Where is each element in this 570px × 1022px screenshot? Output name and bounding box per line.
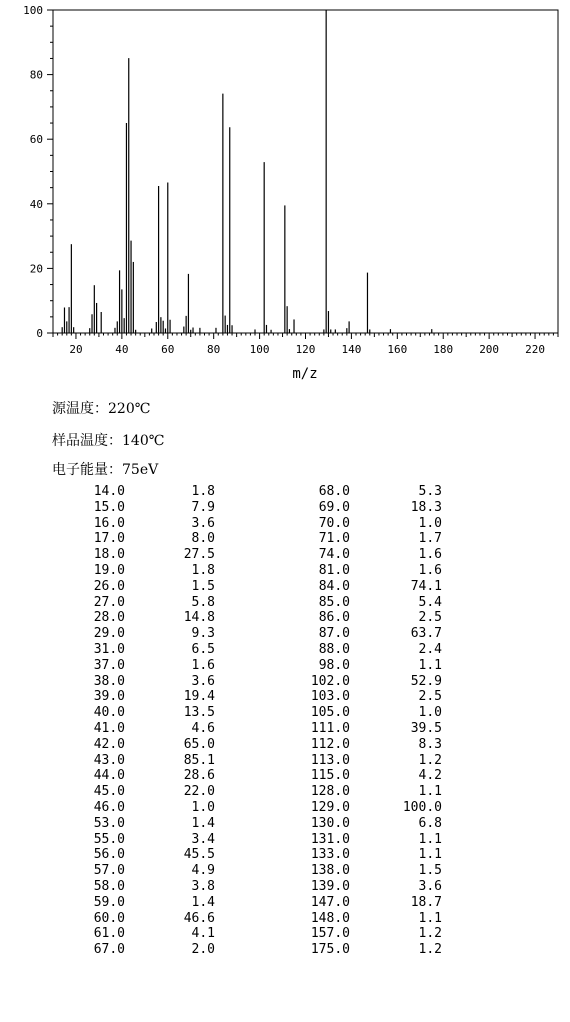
intensity-cell: 1.2 — [418, 752, 442, 768]
x-tick-label: 140 — [341, 343, 362, 356]
mz-cell: 87.0 — [318, 626, 350, 642]
mz-cell: 157.0 — [310, 926, 350, 942]
table-row — [0, 879, 570, 895]
intensity-cell: 7.9 — [191, 499, 215, 515]
intensity-cell: 5.4 — [418, 594, 442, 610]
table-row — [0, 705, 570, 721]
mz-cell: 115.0 — [310, 768, 350, 784]
intensity-cell: 28.6 — [183, 768, 215, 784]
intensity-cell: 1.8 — [191, 562, 215, 578]
intensity-cell: 5.8 — [191, 594, 215, 610]
electron-energy: 电子能量：75eV — [52, 462, 159, 478]
sample-temperature: 样品温度：140℃ — [52, 433, 165, 449]
source-temperature: 源温度：220℃ — [52, 401, 151, 417]
intensity-cell: 2.0 — [191, 942, 215, 958]
y-tick-label: 20 — [29, 262, 43, 276]
intensity-cell: 46.6 — [183, 910, 215, 926]
mz-cell: 31.0 — [93, 641, 125, 657]
mz-cell: 68.0 — [318, 484, 350, 499]
mz-cell: 59.0 — [93, 894, 125, 910]
mz-cell: 40.0 — [93, 705, 125, 721]
table-row — [0, 516, 570, 532]
intensity-cell: 1.1 — [418, 847, 442, 863]
mz-cell: 70.0 — [318, 515, 350, 531]
x-tick-label: 160 — [387, 343, 408, 356]
mz-cell: 57.0 — [93, 863, 125, 879]
mz-cell: 84.0 — [318, 578, 350, 594]
table-row — [0, 642, 570, 658]
mz-cell: 98.0 — [318, 657, 350, 673]
intensity-cell: 45.5 — [183, 847, 215, 863]
table-row — [0, 784, 570, 800]
table-row — [0, 832, 570, 848]
mz-cell: 85.0 — [318, 594, 350, 610]
table-row — [0, 942, 570, 958]
intensity-cell: 65.0 — [183, 736, 215, 752]
peak-series — [62, 10, 432, 333]
y-tick-label: 0 — [36, 327, 43, 340]
intensity-cell: 1.0 — [418, 705, 442, 721]
intensity-cell: 4.1 — [191, 926, 215, 942]
mz-cell: 29.0 — [93, 626, 125, 642]
mz-cell: 58.0 — [93, 878, 125, 894]
table-row — [0, 768, 570, 784]
intensity-cell: 2.5 — [418, 610, 442, 626]
mz-cell: 129.0 — [310, 799, 350, 815]
table-row — [0, 547, 570, 563]
table-row — [0, 847, 570, 863]
table-row — [0, 926, 570, 942]
intensity-cell: 3.6 — [191, 515, 215, 531]
x-axis — [53, 333, 558, 356]
intensity-cell: 2.4 — [418, 641, 442, 657]
mz-cell: 43.0 — [93, 752, 125, 768]
y-tick-label: 80 — [29, 68, 43, 82]
table-row — [0, 737, 570, 753]
table-row — [0, 816, 570, 832]
mz-cell: 147.0 — [310, 894, 350, 910]
intensity-cell: 100.0 — [402, 799, 442, 815]
mz-cell: 112.0 — [310, 736, 350, 752]
mass-spectrum-chart — [0, 0, 570, 390]
mz-cell: 61.0 — [93, 926, 125, 942]
intensity-cell: 27.5 — [183, 547, 215, 563]
intensity-cell: 1.1 — [418, 657, 442, 673]
mz-cell: 67.0 — [93, 942, 125, 958]
table-row — [0, 800, 570, 816]
x-tick-label: 180 — [433, 343, 454, 356]
intensity-cell: 4.6 — [191, 720, 215, 736]
intensity-cell: 63.7 — [410, 626, 442, 642]
intensity-cell: 39.5 — [410, 720, 442, 736]
intensity-cell: 1.6 — [191, 657, 215, 673]
x-tick-label: 100 — [249, 343, 270, 356]
mz-cell: 19.0 — [93, 562, 125, 578]
mz-cell: 28.0 — [93, 610, 125, 626]
intensity-cell: 1.0 — [191, 799, 215, 815]
intensity-cell: 18.3 — [410, 499, 442, 515]
mz-cell: 74.0 — [318, 547, 350, 563]
intensity-cell: 52.9 — [410, 673, 442, 689]
intensity-cell: 3.6 — [418, 878, 442, 894]
mz-cell: 37.0 — [93, 657, 125, 673]
mz-cell: 175.0 — [310, 942, 350, 958]
table-row — [0, 484, 570, 500]
intensity-cell: 3.4 — [191, 831, 215, 847]
table-row — [0, 753, 570, 769]
table-row — [0, 595, 570, 611]
intensity-cell: 6.5 — [191, 641, 215, 657]
mz-cell: 103.0 — [310, 689, 350, 705]
mz-cell: 26.0 — [93, 578, 125, 594]
table-row — [0, 579, 570, 595]
intensity-cell: 22.0 — [183, 784, 215, 800]
mz-cell: 88.0 — [318, 641, 350, 657]
intensity-cell: 8.0 — [191, 531, 215, 547]
intensity-cell: 5.3 — [418, 484, 442, 499]
intensity-cell: 74.1 — [410, 578, 442, 594]
table-row — [0, 863, 570, 879]
intensity-cell: 4.9 — [191, 863, 215, 879]
intensity-cell: 2.5 — [418, 689, 442, 705]
mz-cell: 113.0 — [310, 752, 350, 768]
intensity-cell: 3.6 — [191, 673, 215, 689]
mz-cell: 53.0 — [93, 815, 125, 831]
intensity-cell: 19.4 — [183, 689, 215, 705]
y-axis — [23, 4, 53, 340]
table-row — [0, 626, 570, 642]
x-tick-label: 120 — [295, 343, 316, 356]
mz-cell: 18.0 — [93, 547, 125, 563]
x-tick-label: 200 — [479, 343, 500, 356]
x-tick-label: 60 — [161, 343, 175, 356]
mz-cell: 14.0 — [93, 484, 125, 499]
intensity-cell: 1.4 — [191, 815, 215, 831]
intensity-cell: 9.3 — [191, 626, 215, 642]
intensity-cell: 1.7 — [418, 531, 442, 547]
intensity-cell: 8.3 — [418, 736, 442, 752]
intensity-cell: 1.6 — [418, 547, 442, 563]
mz-cell: 138.0 — [310, 863, 350, 879]
mz-cell: 131.0 — [310, 831, 350, 847]
intensity-cell: 1.1 — [418, 784, 442, 800]
mz-cell: 148.0 — [310, 910, 350, 926]
x-tick-label: 220 — [525, 343, 545, 356]
x-tick-label: 80 — [207, 343, 221, 356]
x-axis-label: m/z — [292, 366, 318, 382]
intensity-cell: 1.5 — [191, 578, 215, 594]
intensity-cell: 1.1 — [418, 910, 442, 926]
table-row — [0, 674, 570, 690]
mz-cell: 39.0 — [93, 689, 125, 705]
mz-cell: 42.0 — [93, 736, 125, 752]
mz-cell: 55.0 — [93, 831, 125, 847]
y-tick-label: 40 — [29, 197, 43, 211]
table-row — [0, 911, 570, 927]
intensity-cell: 1.8 — [191, 484, 215, 499]
intensity-cell: 1.5 — [418, 863, 442, 879]
intensity-cell: 1.0 — [418, 515, 442, 531]
table-row — [0, 658, 570, 674]
x-tick-label: 40 — [115, 343, 129, 356]
y-tick-label: 100 — [23, 4, 43, 17]
table-row — [0, 721, 570, 737]
y-tick-label: 60 — [29, 133, 43, 147]
mz-cell: 46.0 — [93, 799, 125, 815]
mz-cell: 130.0 — [310, 815, 350, 831]
mz-cell: 133.0 — [310, 847, 350, 863]
intensity-cell: 1.4 — [191, 894, 215, 910]
mz-cell: 111.0 — [310, 720, 350, 736]
intensity-cell: 4.2 — [418, 768, 442, 784]
mz-cell: 60.0 — [93, 910, 125, 926]
intensity-cell: 13.5 — [183, 705, 215, 721]
mz-cell: 16.0 — [93, 515, 125, 531]
mz-cell: 71.0 — [318, 531, 350, 547]
mz-cell: 81.0 — [318, 562, 350, 578]
table-row — [0, 689, 570, 705]
intensity-cell: 1.6 — [418, 562, 442, 578]
mz-cell: 17.0 — [93, 531, 125, 547]
mz-cell: 56.0 — [93, 847, 125, 863]
mz-cell: 41.0 — [93, 720, 125, 736]
table-row — [0, 563, 570, 579]
table-row — [0, 531, 570, 547]
mz-cell: 27.0 — [93, 594, 125, 610]
intensity-cell: 18.7 — [410, 894, 442, 910]
mz-cell: 15.0 — [93, 499, 125, 515]
mz-cell: 69.0 — [318, 499, 350, 515]
peak-table — [0, 484, 570, 958]
intensity-cell: 1.2 — [418, 942, 442, 958]
intensity-cell: 85.1 — [183, 752, 215, 768]
mz-cell: 38.0 — [93, 673, 125, 689]
intensity-cell: 3.8 — [191, 878, 215, 894]
mz-cell: 102.0 — [310, 673, 350, 689]
intensity-cell: 1.2 — [418, 926, 442, 942]
table-row — [0, 610, 570, 626]
intensity-cell: 1.1 — [418, 831, 442, 847]
table-row — [0, 500, 570, 516]
mz-cell: 86.0 — [318, 610, 350, 626]
x-tick-label: 20 — [69, 343, 83, 356]
mz-cell: 128.0 — [310, 784, 350, 800]
mz-cell: 139.0 — [310, 878, 350, 894]
mz-cell: 105.0 — [310, 705, 350, 721]
intensity-cell: 14.8 — [183, 610, 215, 626]
mz-cell: 45.0 — [93, 784, 125, 800]
mz-cell: 44.0 — [93, 768, 125, 784]
intensity-cell: 6.8 — [418, 815, 442, 831]
table-row — [0, 895, 570, 911]
